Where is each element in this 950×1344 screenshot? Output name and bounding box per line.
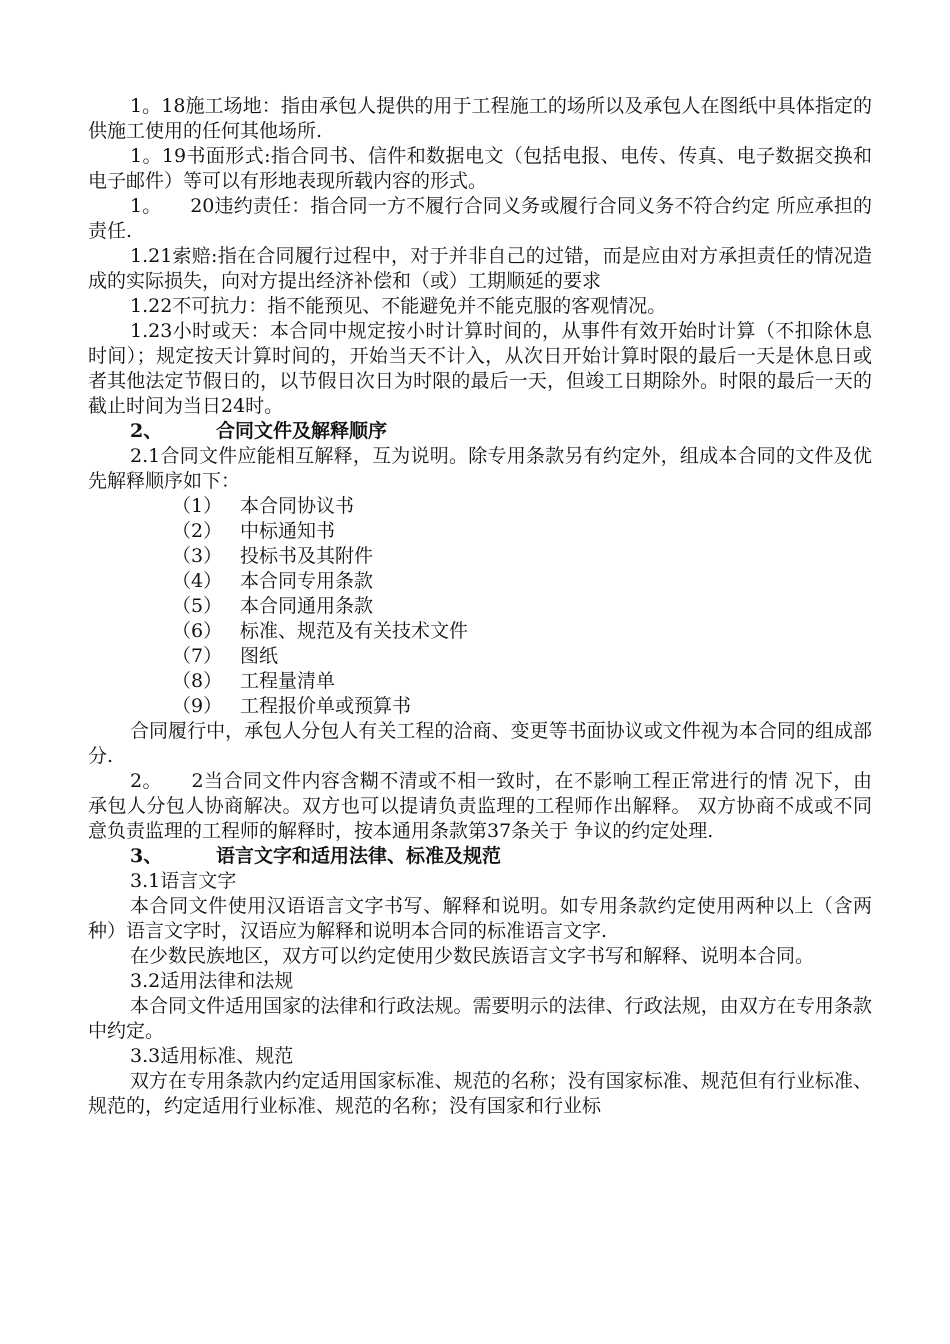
clause-1-21: 1.21索赔:指在合同履行过程中，对于并非自己的过错，而是应由对方承担责任的情况造成的实际损失，向对方提出经济补偿和（或）工期顺延的要求	[88, 245, 872, 292]
clause-1-19: 1。19书面形式:指合同书、信件和数据电文（包括电报、电传、传真、电子数据交换和电子邮件）等可以有形地表现所载内容的形式。	[88, 145, 872, 192]
list-item: （3） 投标书及其附件	[172, 545, 374, 567]
clause-2-2: 2。 2当合同文件内容含糊不清或不相一致时，在不影响工程正常进行的情 况下，由承包人分包人协商解决。双方也可以提请负责监理的工程师作出解释。 双方协商不成或不同意负责监理的工程师的解释时，按本通用条款第37条关于 争议的约定处理.	[88, 770, 872, 842]
clause-3-3-heading: 3.3适用标准、规范	[130, 1045, 294, 1067]
clause-1-20: 1。 20违约责任：指合同一方不履行合同义务或履行合同义务不符合约定 所应承担的责任.	[88, 195, 872, 242]
list-item: （2） 中标通知书	[172, 520, 336, 542]
list-item: （7） 图纸	[172, 645, 279, 667]
list-item: （4） 本合同专用条款	[172, 570, 374, 592]
clause-3-1-para-1: 本合同文件使用汉语语言文字书写、解释和说明。如专用条款约定使用两种以上（含两种）语言文字时，汉语应为解释和说明本合同的标准语言文字.	[88, 895, 872, 942]
clause-3-2-para-1: 本合同文件适用国家的法律和行政法规。需要明示的法律、行政法规，由双方在专用条款中约定。	[88, 995, 872, 1042]
section-3-heading	[88, 844, 872, 869]
contract-performance-note: 合同履行中，承包人分包人有关工程的洽商、变更等书面协议或文件视为本合同的组成部分.	[88, 720, 872, 767]
clause-1-22: 1.22不可抗力：指不能预见、不能避免并不能克服的客观情况。	[130, 295, 667, 317]
list-item: （9） 工程报价单或预算书	[172, 695, 412, 717]
section-3-title: 语言文字和适用法律、标准及规范	[216, 845, 502, 867]
clause-3-1-para-2: 在少数民族地区，双方可以约定使用少数民族语言文字书写和解释、说明本合同。	[130, 945, 815, 967]
list-item: （1） 本合同协议书	[172, 495, 355, 517]
clause-3-3-para-1: 双方在专用条款内约定适用国家标准、规范的名称；没有国家标准、规范但有行业标准、规范的，约定适用行业标准、规范的名称；没有国家和行业标	[88, 1070, 872, 1117]
clause-3-2-heading: 3.2适用法律和法规	[130, 970, 294, 992]
document-page	[88, 94, 872, 1119]
list-item: （5） 本合同通用条款	[172, 595, 374, 617]
clause-1-23: 1.23小时或天：本合同中规定按小时计算时间的，从事件有效开始时计算（不扣除休息时间）；规定按天计算时间的，开始当天不计入，从次日开始计算时限的最后一天是休息日或者其他法定节假日的，以节假日次日为时限的最后一天，但竣工日期除外。时限的最后一天的截止时间为当日24时。	[88, 320, 872, 417]
section-2-title: 合同文件及解释顺序	[216, 420, 388, 442]
clause-2-1: 2.1合同文件应能相互解释，互为说明。除专用条款另有约定外，组成本合同的文件及优先解释顺序如下：	[88, 445, 872, 492]
list-item: （6） 标准、规范及有关技术文件	[172, 620, 469, 642]
section-2-heading	[88, 419, 872, 444]
list-item: （8） 工程量清单	[172, 670, 336, 692]
clause-1-18: 1。18施工场地：指由承包人提供的用于工程施工的场所以及承包人在图纸中具体指定的供施工使用的任何其他场所.	[88, 95, 872, 142]
section-3-number: 3、	[130, 845, 163, 867]
section-2-number: 2、	[130, 420, 163, 442]
document-order-list	[88, 494, 872, 719]
clause-3-1-heading: 3.1语言文字	[130, 870, 237, 892]
